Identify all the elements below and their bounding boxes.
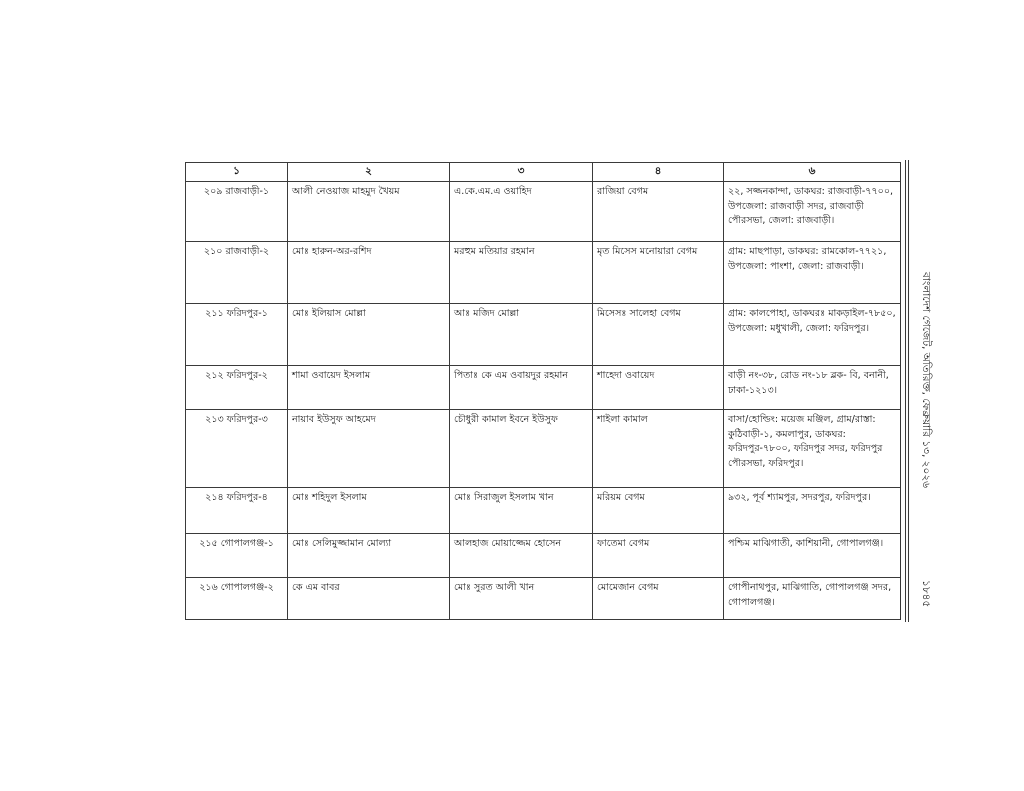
name-cell: মোঃ শহিদুল ইসলাম (288, 488, 450, 534)
column-header: ৩ (450, 163, 593, 182)
father-name-cell: আলহাজ মোয়াজ্জেম হোসেন (450, 534, 593, 578)
constituency-cell: ২১০ রাজবাড়ী-২ (186, 242, 288, 304)
table-row (186, 366, 901, 410)
constituency-cell: ২১২ ফরিদপুর-২ (186, 366, 288, 410)
mother-name-cell: মরিয়ম বেগম (593, 488, 724, 534)
father-name-cell: এ.কে.এম.এ ওয়াহিদ (450, 182, 593, 242)
address-cell: বাসা/হোল্ডিং: ময়েজ মঞ্জিল, গ্রাম/রাস্তা: কুঠিবাড়ী-১, কমলাপুর, ডাকঘর: ফরিদপুর-৭৮০০, ফরিদপুর সদর, ফরিদপুর পৌরসভা, ফরিদপুর। (724, 410, 901, 488)
mother-name-cell: মোমেজান বেগম (593, 578, 724, 620)
father-name-cell: মোঃ সিরাজুল ইসলাম খান (450, 488, 593, 534)
name-cell: নায়াব ইউসুফ আহমেদ (288, 410, 450, 488)
column-header: ৪ (593, 163, 724, 182)
table-row (186, 410, 901, 488)
address-cell: ২২, সজ্জনকান্দা, ডাকঘর: রাজবাড়ী-৭৭০০, উপজেলা: রাজবাড়ী সদর, রাজবাড়ী পৌরসভা, জেলা: রাজবাড়ী। (724, 182, 901, 242)
address-cell: গোপীনাথপুর, মাঝিগাতি, গোপালগঞ্জ সদর, গোপালগঞ্জ। (724, 578, 901, 620)
name-cell: মোঃ সেলিমুজ্জামান মোল্যা (288, 534, 450, 578)
constituency-cell: ২১৬ গোপালগঞ্জ-২ (186, 578, 288, 620)
page-number: ১৮৪৫ (920, 580, 932, 608)
candidate-table (185, 162, 901, 620)
mother-name-cell: শাহেদা ওবায়েদ (593, 366, 724, 410)
mother-name-cell: মৃত মিসেস মনোয়ারা বেগম (593, 242, 724, 304)
table-header-row (186, 163, 901, 182)
table-row (186, 488, 901, 534)
address-cell: গ্রাম: কালপোহা, ডাকঘরঃ মাকড়াইল-৭৮৫০, উপজেলা: মধুখালী, জেলা: ফরিদপুর। (724, 304, 901, 366)
constituency-cell: ২১১ ফরিদপুর-১ (186, 304, 288, 366)
table-row (186, 304, 901, 366)
address-cell: পশ্চিম মাঝিগাতী, কাশিয়ানী, গোপালগঞ্জ। (724, 534, 901, 578)
name-cell: কে এম বাবর (288, 578, 450, 620)
father-name-cell: পিতাঃ কে এম ওবায়দুর রহমান (450, 366, 593, 410)
address-cell: ৯৩২, পূর্ব শ্যামপুর, সদরপুর, ফরিদপুর। (724, 488, 901, 534)
name-cell: মোঃ হারুন-অর-রশিদ (288, 242, 450, 304)
father-name-cell: মরহুম মতিয়ার রহমান (450, 242, 593, 304)
mother-name-cell: রাজিয়া বেগম (593, 182, 724, 242)
column-header: ২ (288, 163, 450, 182)
mother-name-cell: মিসেসঃ সালেহা বেগম (593, 304, 724, 366)
constituency-cell: ২১৩ ফরিদপুর-৩ (186, 410, 288, 488)
table-row (186, 578, 901, 620)
name-cell: মোঃ ইলিয়াস মোল্লা (288, 304, 450, 366)
mother-name-cell: শাইলা কামাল (593, 410, 724, 488)
mother-name-cell: ফাতেমা বেগম (593, 534, 724, 578)
father-name-cell: মোঃ সুরত আলী খান (450, 578, 593, 620)
father-name-cell: চৌধুরী কামাল ইবনে ইউসুফ (450, 410, 593, 488)
table-row (186, 242, 901, 304)
gazette-page (185, 162, 900, 620)
constituency-cell: ২০৯ রাজবাড়ী-১ (186, 182, 288, 242)
address-cell: বাড়ী নং-৩৮, রোড নং-১৮ ব্লক- বি, বনানী, ঢাকা-১২১৩। (724, 366, 901, 410)
running-header: বাংলাদেশ গেজেট, অতিরিক্ত, ফেব্রুয়ারি ১৩, ২০২৬ (920, 272, 932, 488)
constituency-cell: ২১৪ ফরিদপুর-৪ (186, 488, 288, 534)
father-name-cell: আঃ মজিদ মোল্লা (450, 304, 593, 366)
name-cell: শামা ওবায়েদ ইসলাম (288, 366, 450, 410)
margin-rule (908, 160, 909, 622)
name-cell: আলী নেওয়াজ মাহমুদ খৈয়ম (288, 182, 450, 242)
column-header: ১ (186, 163, 288, 182)
constituency-cell: ২১৫ গোপালগঞ্জ-১ (186, 534, 288, 578)
table-row (186, 534, 901, 578)
table-row (186, 182, 901, 242)
margin-rule (905, 160, 906, 622)
address-cell: গ্রাম: মাছপাড়া, ডাকঘর: রামকোল-৭৭২১, উপজেলা: পাংশা, জেলা: রাজবাড়ী। (724, 242, 901, 304)
column-header: ৬ (724, 163, 901, 182)
